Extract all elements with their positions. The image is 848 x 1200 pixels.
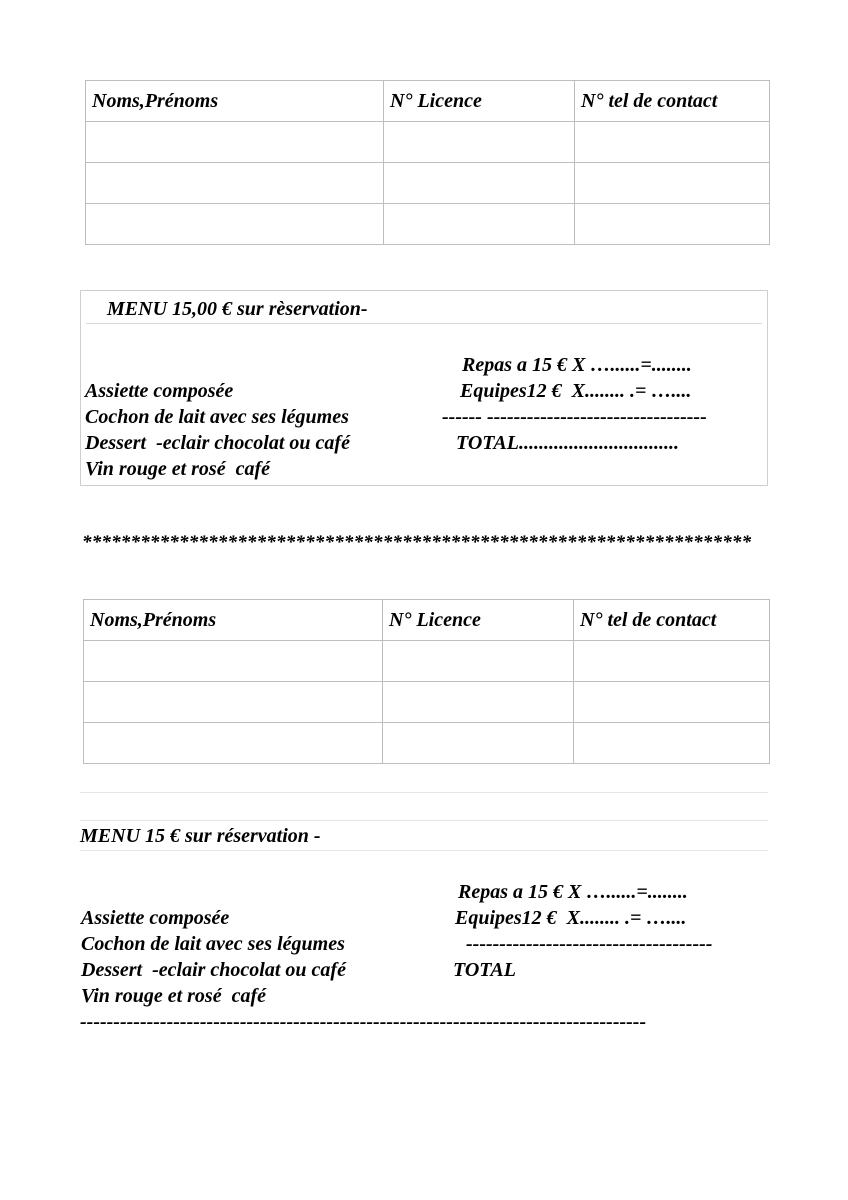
column-header-phone: N° tel de contact	[575, 81, 770, 122]
calc-total: TOTAL................................	[456, 432, 679, 454]
menu-title-divider	[86, 323, 762, 324]
table-row	[86, 204, 770, 245]
name-cell[interactable]	[86, 122, 384, 163]
menu-item-dessert: Dessert -eclair chocolat ou café	[85, 432, 350, 454]
phone-cell[interactable]	[574, 723, 770, 764]
menu-item-drinks: Vin rouge et rosé café	[81, 985, 266, 1007]
calc-repas: Repas a 15 € X …......=........	[462, 354, 692, 376]
phone-cell[interactable]	[575, 122, 770, 163]
table-row	[84, 682, 770, 723]
table-header-row	[86, 81, 770, 122]
registration-table-2	[83, 599, 770, 764]
column-header-phone: N° tel de contact	[574, 600, 770, 641]
table-row	[84, 723, 770, 764]
menu-item-starter: Assiette composée	[85, 380, 234, 402]
table-row	[86, 163, 770, 204]
licence-cell[interactable]	[383, 682, 574, 723]
table-row	[84, 641, 770, 682]
calc-total: TOTAL	[453, 959, 516, 981]
phone-cell[interactable]	[575, 204, 770, 245]
menu-item-main: Cochon de lait avec ses légumes	[81, 933, 345, 955]
menu-item-drinks: Vin rouge et rosé café	[85, 458, 270, 480]
table-row	[86, 122, 770, 163]
menu-item-main: Cochon de lait avec ses légumes	[85, 406, 349, 428]
calc-dashes: ------ ---------------------------------	[442, 406, 707, 428]
calc-dashes: -------------------------------------	[466, 933, 713, 955]
licence-cell[interactable]	[384, 122, 575, 163]
menu-title: MENU 15 € sur réservation -	[80, 825, 321, 847]
name-cell[interactable]	[84, 723, 383, 764]
column-header-names: Noms,Prénoms	[84, 600, 383, 641]
faint-rule	[80, 850, 768, 851]
registration-table-1	[85, 80, 770, 245]
name-cell[interactable]	[84, 682, 383, 723]
column-header-licence: N° Licence	[383, 600, 574, 641]
faint-rule	[80, 820, 768, 821]
phone-cell[interactable]	[574, 682, 770, 723]
licence-cell[interactable]	[383, 723, 574, 764]
licence-cell[interactable]	[383, 641, 574, 682]
name-cell[interactable]	[86, 204, 384, 245]
name-cell[interactable]	[84, 641, 383, 682]
licence-cell[interactable]	[384, 204, 575, 245]
bottom-dash-line: -------------------------------------------------------------------------------------	[80, 1011, 647, 1033]
column-header-licence: N° Licence	[384, 81, 575, 122]
phone-cell[interactable]	[574, 641, 770, 682]
name-cell[interactable]	[86, 163, 384, 204]
calc-equipes: Equipes12 € X........ .= …....	[460, 380, 692, 402]
menu-item-dessert: Dessert -eclair chocolat ou café	[81, 959, 346, 981]
menu-title: MENU 15,00 € sur rèservation-	[107, 298, 368, 320]
menu-item-starter: Assiette composée	[81, 907, 230, 929]
star-separator: *********************************************************************	[82, 532, 752, 553]
column-header-names: Noms,Prénoms	[86, 81, 384, 122]
calc-repas: Repas a 15 € X …......=........	[458, 881, 688, 903]
faint-rule	[80, 792, 768, 793]
phone-cell[interactable]	[575, 163, 770, 204]
table-header-row	[84, 600, 770, 641]
calc-equipes: Equipes12 € X........ .= …....	[455, 907, 687, 929]
licence-cell[interactable]	[384, 163, 575, 204]
